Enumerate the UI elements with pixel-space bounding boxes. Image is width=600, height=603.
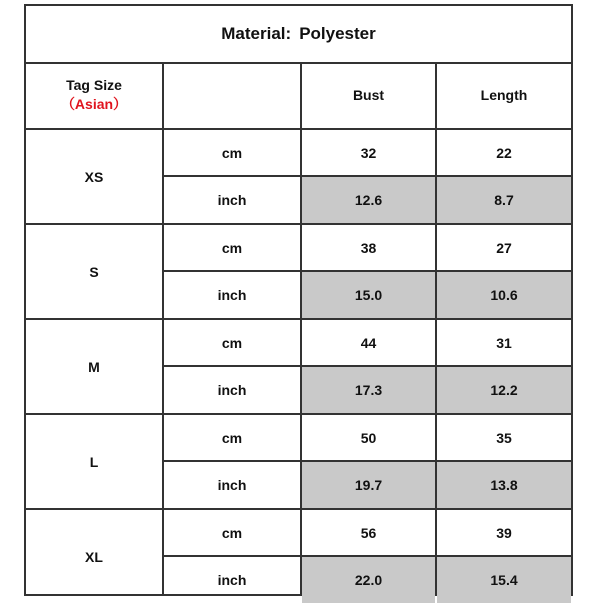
unit-inch: inch: [217, 382, 247, 398]
unit-inch: inch: [217, 287, 247, 303]
length-cm: 35: [496, 429, 512, 446]
length-cm: 27: [496, 239, 512, 256]
material-label: Material:: [221, 24, 292, 43]
unit-cm: cm: [221, 144, 243, 161]
size-label: M: [88, 358, 100, 375]
length-inch: 12.2: [437, 367, 571, 413]
bust-cm: 44: [360, 334, 377, 351]
unit-divider: [164, 365, 571, 367]
bust-cm: 38: [360, 239, 377, 256]
size-label: XL: [85, 548, 103, 565]
row-divider: [26, 128, 571, 130]
column-divider: [300, 62, 302, 594]
unit-divider: [164, 555, 571, 557]
header-length: Length: [480, 87, 528, 103]
header-bust: Bust: [352, 87, 385, 103]
bust-inch: 17.3: [302, 367, 435, 413]
length-cm: 22: [496, 144, 512, 161]
row-divider: [26, 223, 571, 225]
bust-cm: 50: [360, 429, 377, 446]
unit-inch: inch: [217, 572, 247, 588]
column-divider: [162, 62, 164, 594]
size-chart: [24, 4, 573, 596]
unit-cm: cm: [221, 239, 243, 256]
unit-divider: [164, 175, 571, 177]
size-table: [26, 62, 571, 594]
bust-cm: 56: [360, 524, 377, 541]
row-divider: [26, 413, 571, 415]
size-label: S: [89, 263, 99, 280]
unit-inch: inch: [217, 192, 247, 208]
header-tag-size: [26, 62, 162, 128]
size-label: XS: [84, 168, 104, 185]
bust-inch: 15.0: [302, 272, 435, 318]
tag-region-label: （Asian）: [60, 96, 128, 112]
bust-inch: 22.0: [302, 557, 435, 603]
unit-cm: cm: [221, 334, 243, 351]
unit-inch: inch: [217, 477, 247, 493]
row-divider: [26, 508, 571, 510]
bust-inch: 19.7: [302, 462, 435, 508]
size-label: L: [89, 453, 99, 470]
length-cm: 39: [496, 524, 512, 541]
unit-divider: [164, 270, 571, 272]
material-value: Polyester: [299, 24, 376, 43]
row-divider: [26, 318, 571, 320]
length-inch: 8.7: [437, 177, 571, 223]
unit-cm: cm: [221, 429, 243, 446]
length-cm: 31: [496, 334, 512, 351]
length-inch: 13.8: [437, 462, 571, 508]
length-inch: 15.4: [437, 557, 571, 603]
unit-divider: [164, 460, 571, 462]
unit-cm: cm: [221, 524, 243, 541]
bust-cm: 32: [360, 144, 377, 161]
length-inch: 10.6: [437, 272, 571, 318]
header-unit-blank: [164, 62, 300, 128]
bust-inch: 12.6: [302, 177, 435, 223]
material-title: [26, 6, 571, 64]
tag-size-label: Tag Size: [66, 77, 122, 93]
column-divider: [435, 62, 437, 594]
